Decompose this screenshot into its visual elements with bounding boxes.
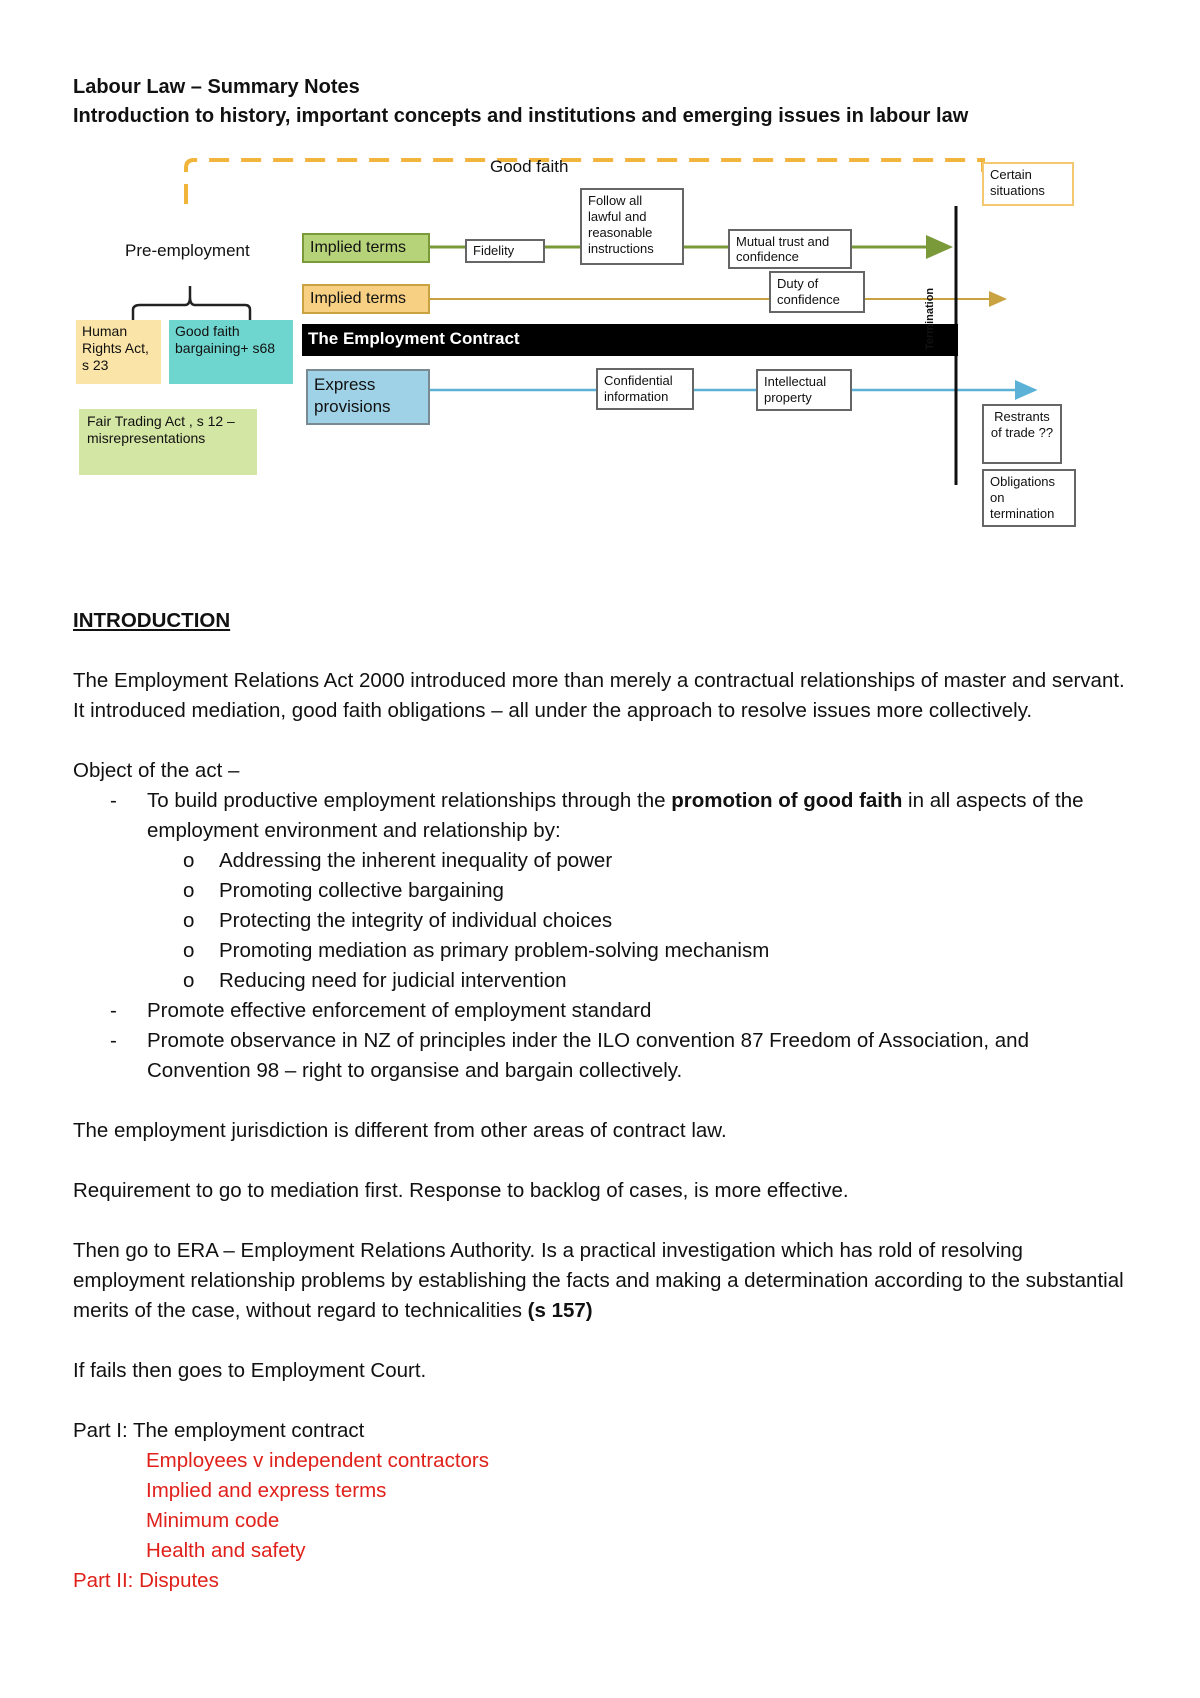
express-provisions-box: Express provisions	[306, 369, 430, 425]
implied-terms-gold-box: Implied terms	[302, 284, 430, 314]
sub-bullet: o Promoting mediation as primary problem-solving mechanism	[183, 939, 770, 962]
termination-label: Termination	[924, 287, 936, 350]
part-1-item: Minimum code	[146, 1509, 280, 1532]
object-heading: Object of the act –	[73, 759, 240, 782]
confidential-information-box: Confidential information	[596, 368, 694, 410]
object-bullet-3: - Promote observance in NZ of principles inder the ILO convention 87 Freedom of Association, and Convention 98 – right to organsise and bargain collectively.	[110, 1029, 1029, 1082]
pre-employment-label: Pre-employment	[125, 241, 250, 260]
object-bullet-1: - To build productive employment relationships through the promotion of good faith in all aspects of the employment environment and relationship by:	[110, 789, 1084, 842]
sub-bullet: o Addressing the inherent inequality of power	[183, 849, 613, 872]
part-1-heading: Part I: The employment contract	[73, 1419, 365, 1442]
document-subtitle: Introduction to history, important concepts and institutions and emerging issues in labour law	[73, 105, 969, 127]
fidelity-box: Fidelity	[465, 239, 545, 263]
intro-paragraph-5: If fails then goes to Employment Court.	[73, 1359, 427, 1382]
employment-contract-diagram	[0, 150, 1200, 580]
intellectual-property-box: Intellectual property	[756, 369, 852, 411]
part-2-heading: Part II: Disputes	[73, 1569, 219, 1592]
intro-paragraph-3: Requirement to go to mediation first. Response to backlog of cases, is more effective.	[73, 1179, 849, 1202]
part-1-item: Implied and express terms	[146, 1479, 387, 1502]
pre-employment-brace	[133, 286, 250, 322]
document-title: Labour Law – Summary Notes	[73, 76, 360, 98]
sub-bullet: o Protecting the integrity of individual choices	[183, 909, 613, 932]
good-faith-bargaining-box: Good faith bargaining+ s68	[169, 320, 293, 384]
intro-paragraph-2: The employment jurisdiction is different from other areas of contract law.	[73, 1119, 727, 1142]
part-1-item: Health and safety	[146, 1539, 306, 1562]
follow-instructions-box: Follow all lawful and reasonable instructions	[580, 188, 684, 265]
intro-paragraph-1: The Employment Relations Act 2000 introduced more than merely a contractual relationships of master and servant. It introduced mediation, good faith obligations – all under the approach to resolve issues more collectively.	[73, 669, 1125, 722]
intro-paragraph-4: Then go to ERA – Employment Relations Authority. Is a practical investigation which has rold of resolving employment relationship problems by establishing the facts and making a determination according to the substantial merits of the case, without regard to technicalities (s 157)	[73, 1239, 1124, 1322]
mutual-trust-box: Mutual trust and confidence	[728, 229, 852, 269]
human-rights-act-box: Human Rights Act, s 23	[76, 320, 161, 384]
sub-bullet: o Promoting collective bargaining	[183, 879, 504, 902]
part-1-item: Employees v independent contractors	[146, 1449, 490, 1472]
employment-contract-bar: The Employment Contract	[302, 324, 958, 356]
duty-of-confidence-box: Duty of confidence	[769, 271, 865, 313]
sub-bullet: o Reducing need for judicial intervention	[183, 969, 567, 992]
object-bullet-2: - Promote effective enforcement of employment standard	[110, 999, 652, 1022]
restraints-of-trade-box: Restrants of trade ??	[982, 404, 1062, 464]
certain-situations-box: Certain situations	[982, 162, 1074, 206]
introduction-heading: INTRODUCTION	[73, 609, 231, 632]
fair-trading-act-box: Fair Trading Act , s 12 – misrepresentations	[79, 409, 257, 475]
obligations-on-termination-box: Obligations on termination	[982, 469, 1076, 527]
good-faith-label: Good faith	[490, 157, 569, 176]
introduction-section	[73, 606, 1133, 1596]
implied-terms-green-box: Implied terms	[302, 233, 430, 263]
